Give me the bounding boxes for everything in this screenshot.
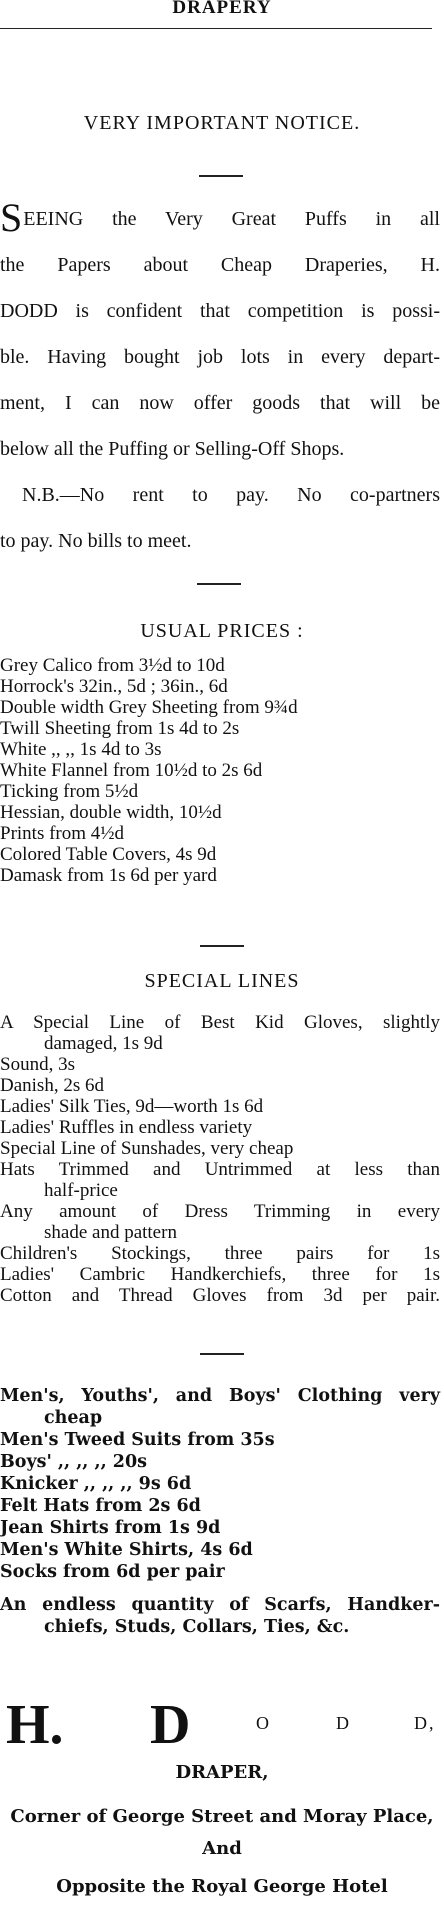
list-item: A Special Line of Best Kid Gloves, slightly: [0, 1012, 440, 1033]
price-item: White ,, ,, 1s 4d to 3s: [0, 739, 162, 760]
notice-heading: VERY IMPORTANT NOTICE.: [83, 112, 361, 134]
trade-title: DRAPER,: [175, 1762, 269, 1783]
list-item: Men's White Shirts, 4s 6d: [0, 1540, 253, 1560]
notice-line: the Papers about Cheap Draperies, H.: [0, 254, 440, 276]
price-item: Colored Table Covers, 4s 9d: [0, 844, 217, 865]
list-item: Ladies' Silk Ties, 9d—worth 1s 6d: [0, 1096, 264, 1117]
notice-line: below all the Puffing or Selling-Off Shops.: [0, 438, 345, 460]
list-item: chiefs, Studs, Collars, Ties, &c.: [44, 1617, 350, 1637]
price-item: Horrock's 32in., 5d ; 36in., 6d: [0, 676, 228, 697]
list-item: half-price: [44, 1180, 118, 1201]
usual-prices-list: [0, 655, 444, 886]
list-item: Ladies' Ruffles in endless variety: [0, 1117, 253, 1138]
separator-dash: [197, 583, 241, 585]
list-item: An endless quantity of Scarfs, Handker-: [0, 1595, 440, 1615]
signature-letter: O: [256, 1713, 271, 1733]
notice-paragraph: [0, 196, 440, 472]
address-line: Opposite the Royal George Hotel: [56, 1876, 388, 1897]
list-item: Danish, 2s 6d: [0, 1075, 104, 1096]
price-item: Twill Sheeting from 1s 4d to 2s: [0, 718, 240, 739]
usual-prices-heading: USUAL PRICES :: [140, 620, 304, 642]
list-item: Hats Trimmed and Untrimmed at less than: [0, 1159, 440, 1180]
nb-line: N.B.—No rent to pay. No co-partners: [22, 484, 440, 506]
list-item: shade and pattern: [44, 1222, 177, 1243]
address-line: And: [202, 1838, 242, 1859]
list-item: Ladies' Cambric Handkerchiefs, three for 1s: [0, 1264, 440, 1285]
separator-dash: [199, 175, 243, 177]
signature-surname-initial: D: [150, 1694, 191, 1756]
notice-line: DODD is confident that competition is possi-: [0, 300, 440, 322]
price-item: Ticking from 5½d: [0, 781, 139, 802]
list-item: damaged, 1s 9d: [44, 1033, 163, 1054]
signature-initial: H.: [6, 1694, 64, 1756]
price-item: Double width Grey Sheeting from 9¾d: [0, 697, 298, 718]
mens-clothing-list: [0, 1385, 444, 1583]
signature-letter: D,: [414, 1713, 436, 1733]
price-item: Prints from 4½d: [0, 823, 125, 844]
list-item: Men's Tweed Suits from 35s: [0, 1430, 275, 1450]
list-item: Children's Stockings, three pairs for 1s: [0, 1243, 440, 1264]
nb-line: to pay. No bills to meet.: [0, 530, 192, 552]
price-item: Grey Calico from 3½d to 10d: [0, 655, 225, 676]
address-line: Corner of George Street and Moray Place,: [10, 1806, 434, 1827]
list-item: Men's, Youths', and Boys' Clothing very: [0, 1386, 440, 1406]
list-item: Cotton and Thread Gloves from 3d per pair.: [0, 1285, 440, 1306]
accessories-list: [0, 1594, 444, 1638]
signature-letter: D: [336, 1713, 351, 1733]
separator-dash: [200, 945, 244, 947]
drop-cap: S: [0, 195, 23, 240]
price-item: Damask from 1s 6d per yard: [0, 865, 217, 886]
nb-paragraph: [0, 472, 440, 564]
notice-line: ble. Having bought job lots in every depart-: [0, 346, 440, 368]
header-rule: [0, 28, 432, 29]
notice-line: ment, I can now offer goods that will be: [0, 392, 440, 414]
price-item: White Flannel from 10½d to 2s 6d: [0, 760, 263, 781]
list-item: Special Line of Sunshades, very cheap: [0, 1138, 294, 1159]
special-lines-list: [0, 1012, 444, 1306]
list-item: Sound, 3s: [0, 1054, 75, 1075]
list-item: Felt Hats from 2s 6d: [0, 1496, 201, 1516]
special-lines-heading: SPECIAL LINES: [144, 970, 300, 992]
separator-dash: [200, 1353, 244, 1355]
list-item: cheap: [44, 1408, 103, 1428]
list-item: Jean Shirts from 1s 9d: [0, 1518, 221, 1538]
notice-line: SEEING the Very Great Puffs in all: [0, 195, 440, 240]
list-item: Knicker ,, ,, ,, 9s 6d: [0, 1474, 192, 1494]
list-item: Boys' ,, ,, ,, 20s: [0, 1452, 147, 1472]
list-item: Socks from 6d per pair: [0, 1562, 225, 1582]
price-item: Hessian, double width, 10½d: [0, 802, 222, 823]
list-item: Any amount of Dress Trimming in every: [0, 1201, 440, 1222]
section-header: DRAPERY: [172, 0, 272, 18]
